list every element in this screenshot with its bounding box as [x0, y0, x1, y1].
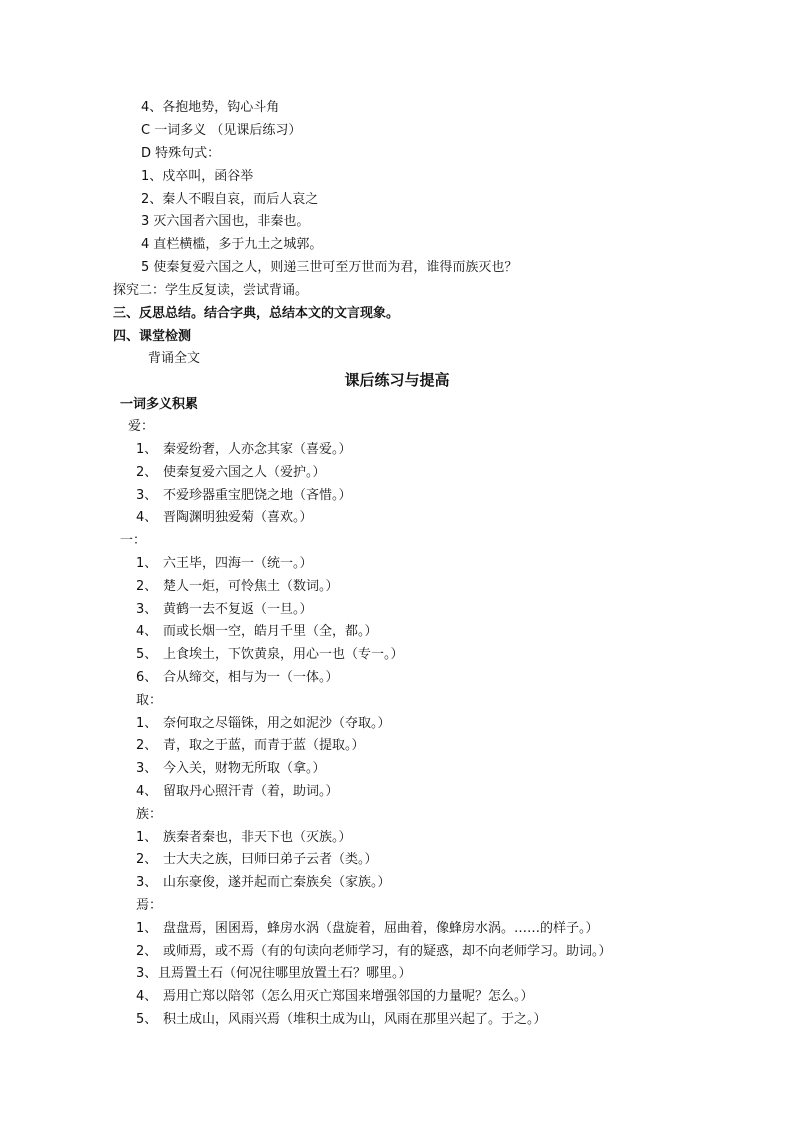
- item-text: 或师焉，或不焉（有的句读向老师学习，有的疑惑，却不向老师学习。助词。）: [163, 944, 612, 959]
- list-item: [136, 943, 612, 961]
- item-number: 2、: [136, 944, 158, 959]
- text-line: 4 直栏横槛，多于九土之城郭。: [141, 237, 323, 252]
- item-number: 3、: [136, 602, 158, 617]
- item-number: 1、: [136, 830, 158, 845]
- list-item: [136, 578, 339, 596]
- text-line: 3 灭六国者六国也，非秦也。: [141, 214, 310, 229]
- list-item: [136, 601, 313, 619]
- item-number: 4、: [136, 624, 158, 639]
- text-line: 背诵全文: [148, 351, 201, 366]
- text-line: C 一词多义 （见课后练习）: [141, 123, 302, 138]
- item-number: 3、: [136, 761, 158, 776]
- group-head: 焉：: [136, 898, 163, 913]
- list-item: [136, 920, 599, 938]
- text-line: 4、各抱地势，钩心斗角: [141, 100, 280, 115]
- item-text: 族秦者秦也，非天下也（灭族。）: [163, 830, 352, 845]
- list-item: [136, 464, 326, 482]
- list-item: [136, 851, 378, 869]
- item-text: 而或长烟一空，皓月千里（全，都。）: [163, 624, 378, 639]
- list-item: [136, 737, 365, 755]
- item-text: 使秦复爱六国之人（爱护。）: [163, 465, 326, 480]
- list-item: [136, 441, 352, 459]
- item-number: 2、: [136, 465, 158, 480]
- list-item: [136, 555, 313, 573]
- list-item: [136, 487, 352, 505]
- text-line: 5 使秦复爱六国之人，则递三世可至万世而为君，谁得而族灭也？: [141, 260, 518, 275]
- list-item: [136, 874, 391, 892]
- item-text: 士大夫之族，曰师曰弟子云者（类。）: [163, 852, 378, 867]
- item-text: 盘盘焉，囷囷焉，蜂房水涡（盘旋着，屈曲着，像蜂房水涡。……的样子。）: [163, 921, 599, 936]
- list-item: [136, 829, 352, 847]
- list-item: [136, 760, 326, 778]
- group-head: 一：: [120, 533, 147, 548]
- item-number: 4、: [136, 989, 158, 1004]
- list-item: [136, 669, 339, 687]
- text-line: D 特殊句式：: [141, 146, 221, 161]
- group-head: 爱：: [128, 419, 155, 434]
- section-heading: 四、课堂检测: [113, 329, 192, 344]
- item-number: 6、: [136, 670, 158, 685]
- item-number: 4、: [136, 510, 158, 525]
- item-number: 3、: [136, 966, 158, 981]
- item-number: 3、: [136, 875, 158, 890]
- item-number: 1、: [136, 556, 158, 571]
- list-item: [136, 988, 534, 1006]
- item-text: 积土成山，风雨兴焉（堆积土成为山，风雨在那里兴起了。于之。）: [163, 1012, 547, 1027]
- item-text: 晋陶渊明独爱菊（喜欢。）: [163, 510, 313, 525]
- item-text: 山东豪俊，遂并起而亡秦族矣（家族。）: [163, 875, 391, 890]
- item-text: 上食埃土，下饮黄泉，用心一也（专一。）: [163, 647, 404, 662]
- item-number: 5、: [136, 647, 158, 662]
- list-item: [136, 965, 412, 983]
- item-number: 1、: [136, 921, 158, 936]
- list-item: [136, 1011, 547, 1029]
- text-line: 探究二：学生反复读，尝试背诵。: [113, 283, 309, 298]
- item-text: 合从缔交，相与为一（一体。）: [163, 670, 339, 685]
- page-title: 课后练习与提高: [344, 371, 450, 389]
- list-item: [136, 509, 313, 527]
- item-text: 且焉置土石（何况往哪里放置土石？哪里。）: [158, 966, 412, 981]
- item-text: 六王毕，四海一（统一。）: [163, 556, 313, 571]
- item-text: 青，取之于蓝，而青于蓝（提取。）: [163, 738, 365, 753]
- item-number: 2、: [136, 579, 158, 594]
- item-number: 3、: [136, 488, 158, 503]
- group-head: 族：: [136, 807, 163, 822]
- item-text: 黄鹤一去不复返（一旦。）: [163, 602, 313, 617]
- text-line: 2、秦人不暇自哀，而后人哀之: [141, 192, 319, 207]
- section-heading: 一词多义积累: [120, 397, 199, 412]
- item-number: 1、: [136, 716, 158, 731]
- text-line: 1、戍卒叫，函谷举: [141, 169, 254, 184]
- item-number: 2、: [136, 852, 158, 867]
- item-text: 奈何取之尽锱铢，用之如泥沙（夺取。）: [163, 716, 391, 731]
- item-text: 不爱珍器重宝肥饶之地（吝惜。）: [163, 488, 352, 503]
- item-number: 2、: [136, 738, 158, 753]
- item-number: 1、: [136, 442, 158, 457]
- section-heading: 三、反思总结。结合字典，总结本文的文言现象。: [113, 306, 400, 321]
- item-text: 楚人一炬，可怜焦土（数词。）: [163, 579, 339, 594]
- item-number: 4、: [136, 784, 158, 799]
- list-item: [136, 783, 339, 801]
- item-text: 今入关，财物无所取（拿。）: [163, 761, 326, 776]
- list-item: [136, 646, 404, 664]
- item-number: 5、: [136, 1012, 158, 1027]
- list-item: [136, 623, 378, 641]
- item-text: 秦爱纷奢，人亦念其家（喜爱。）: [163, 442, 352, 457]
- item-text: 留取丹心照汗青（着，助词。）: [163, 784, 339, 799]
- list-item: [136, 715, 391, 733]
- item-text: 焉用亡郑以陪邻（怎么用灭亡郑国来增强邻国的力量呢？怎么。）: [163, 989, 534, 1004]
- group-head: 取：: [136, 693, 163, 708]
